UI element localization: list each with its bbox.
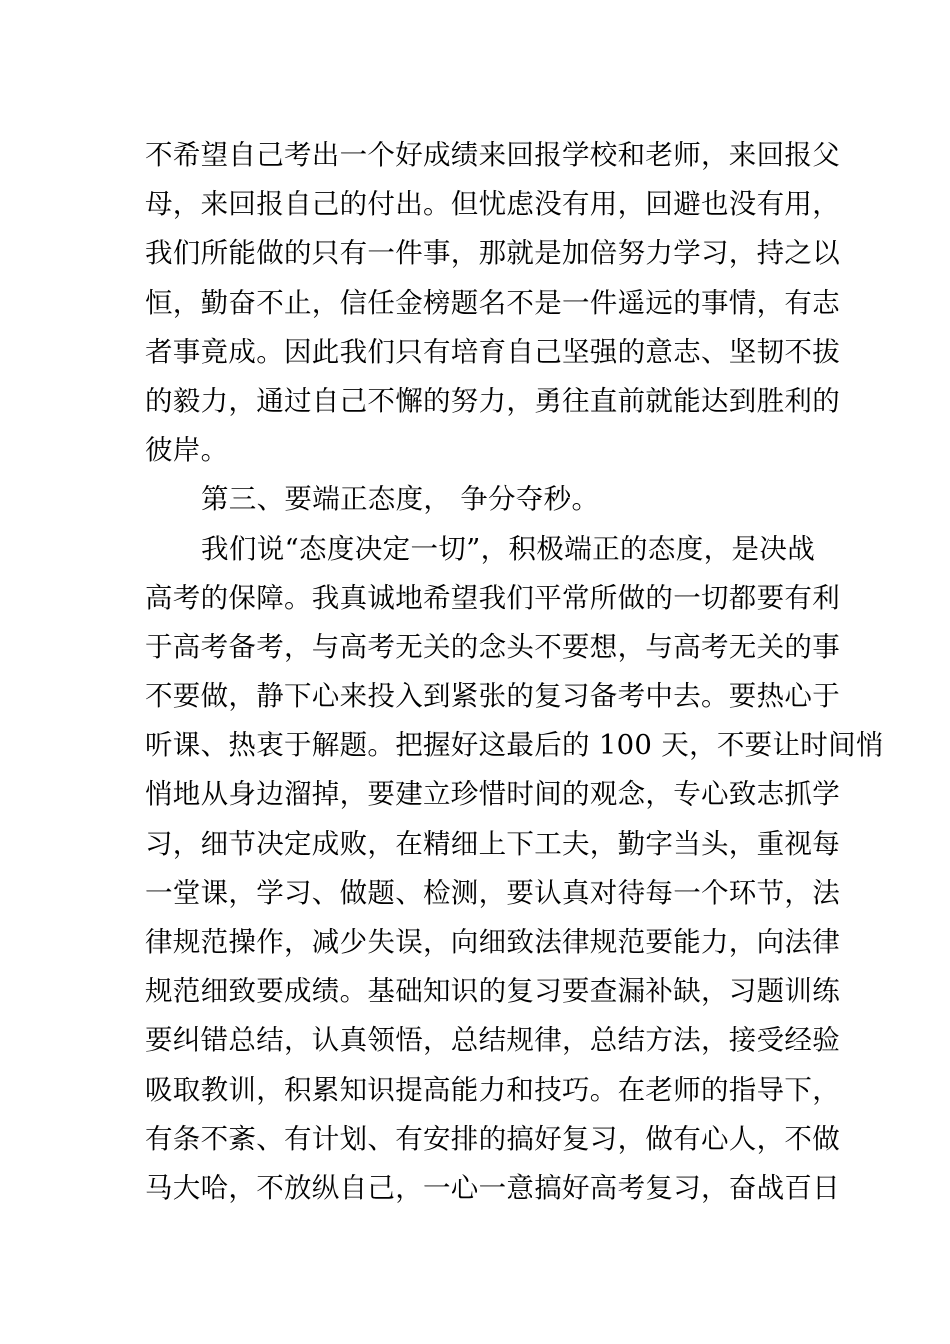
text-line: 不要做，静下心来投入到紧张的复习备考中去。要热心于 (145, 680, 840, 713)
text-line: 习，细节决定成败，在精细上下工夫，勤字当头，重视每 (145, 827, 840, 860)
text-line: 一堂课，学习、做题、检测，要认真对待每一个环节，法 (145, 876, 840, 909)
text-line: 有条不紊、有计划、有安排的搞好复习，做有心人，不做 (145, 1122, 840, 1155)
text-line: 恒，勤奋不止，信任金榜题名不是一件遥远的事情，有志 (145, 286, 840, 319)
text-line: 不希望自己考出一个好成绩来回报学校和老师，来回报父 (145, 139, 840, 171)
text-line: 的毅力，通过自己不懈的努力，勇往直前就能达到胜利的 (145, 384, 840, 417)
text-line: 律规范操作，减少失误，向细致法律规范要能力，向法律 (145, 926, 840, 958)
section-heading: 第三、要端正态度， 争分夺秒。 (201, 483, 600, 516)
text-line: 高考的保障。我真诚地希望我们平常所做的一切都要有利 (145, 581, 840, 614)
text-line: 要纠错总结，认真领悟，总结规律，总结方法，接受经验 (145, 1024, 840, 1057)
text-line: 母，来回报自己的付出。但忧虑没有用，回避也没有用， (145, 188, 840, 221)
text-line: 者事竟成。因此我们只有培育自己坚强的意志、坚韧不拔 (145, 335, 840, 368)
text-line: 规范细致要成绩。基础知识的复习要查漏补缺，习题训练 (145, 975, 840, 1008)
text-line: 马大哈，不放纵自己，一心一意搞好高考复习，奋战百日 (145, 1171, 840, 1204)
body-text (145, 131, 884, 1213)
text-line: 吸取教训，积累知识提高能力和技巧。在老师的指导下， (145, 1073, 840, 1106)
text-line: 我们说“态度决定一切”，积极端正的态度，是决战 (201, 532, 815, 565)
text-line: 彼岸。 (145, 434, 229, 467)
text-line: 于高考备考，与高考无关的念头不要想，与高考无关的事 (145, 630, 840, 663)
text-line: 我们所能做的只有一件事，那就是加倍努力学习，持之以 (145, 237, 840, 270)
text-line: 听课、热衷于解题。把握好这最后的 100 天，不要让时间悄 (145, 729, 884, 762)
text-line: 悄地从身边溜掉，要建立珍惜时间的观念，专心致志抓学 (145, 778, 840, 811)
